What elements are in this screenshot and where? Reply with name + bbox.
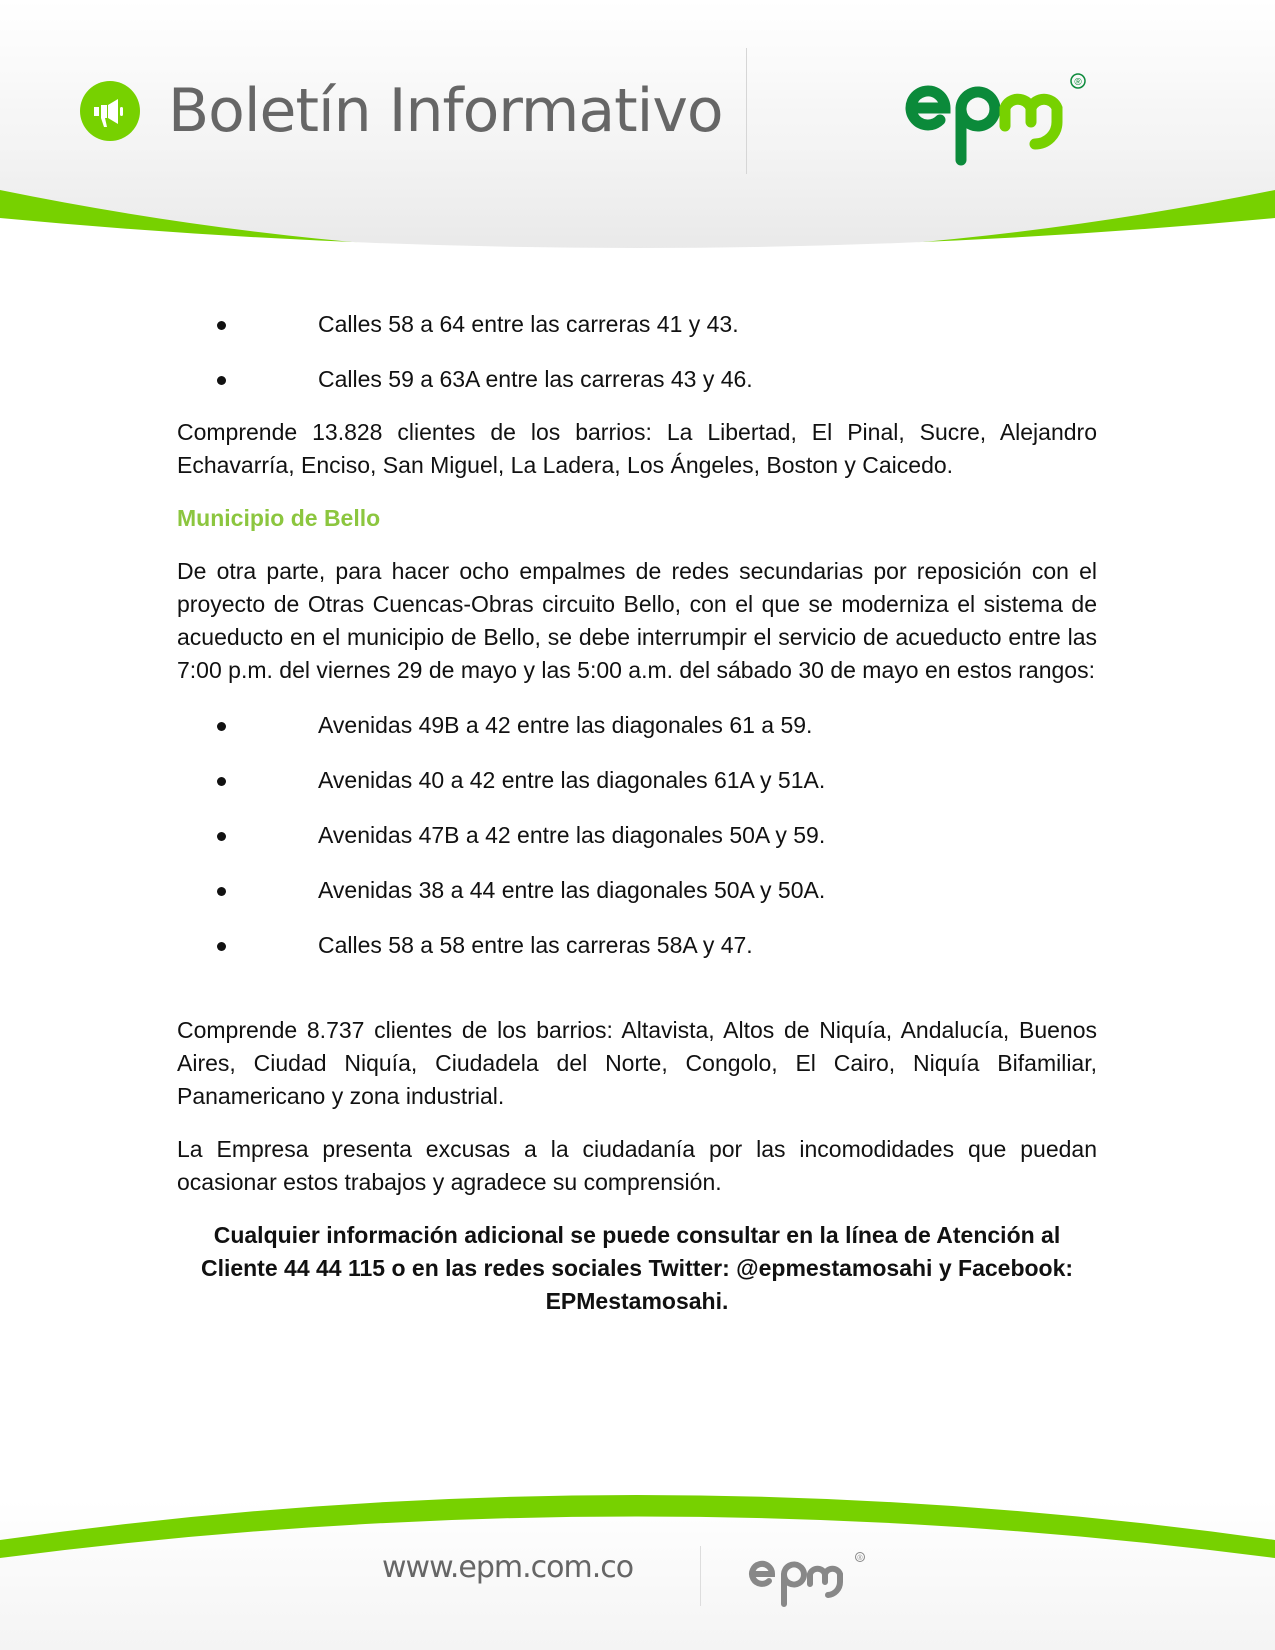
bullet-icon [217, 832, 226, 841]
page-header [0, 0, 1275, 260]
bullet-icon [217, 321, 226, 330]
list-item: Avenidas 49B a 42 entre las diagonales 61 a 59. [177, 709, 1097, 742]
bullet-list-bello [177, 709, 1097, 962]
list-item: Avenidas 47B a 42 entre las diagonales 50A y 59. [177, 819, 1097, 852]
bullet-icon [217, 777, 226, 786]
list-item: Calles 59 a 63A entre las carreras 43 y 46. [177, 363, 1097, 396]
page-title: Boletín Informativo [168, 76, 723, 146]
closing-contact-info: Cualquier información adicional se puede consultar en la línea de Atención al Cliente 44 44 115 o en las redes sociales Twitter: @epmestamosahi y Facebook: EPMestamosahi. [200, 1222, 1074, 1314]
epm-logo-footer [748, 1550, 878, 1610]
bullet-icon [217, 942, 226, 951]
registered-mark: ® [1074, 77, 1082, 88]
list-item: Avenidas 40 a 42 entre las diagonales 61A y 51A. [177, 764, 1097, 797]
megaphone-icon [80, 81, 140, 141]
bullet-list-top [177, 308, 1097, 396]
website-link[interactable]: www.epm.com.co [382, 1550, 634, 1585]
list-item: Calles 58 a 64 entre las carreras 41 y 43. [177, 308, 1097, 341]
bullet-icon [217, 887, 226, 896]
registered-mark: ® [857, 1555, 863, 1562]
header-green-swoosh [0, 170, 1275, 270]
list-item: Avenidas 38 a 44 entre las diagonales 50A y 50A. [177, 874, 1097, 907]
header-divider [746, 48, 747, 174]
section-heading: Municipio de Bello [177, 505, 381, 531]
paragraph-bello: De otra parte, para hacer ocho empalmes de redes secundarias por reposición con el proyecto de Otras Cuencas-Obras circuito Bello, con el que se moderniza el sistema de acueducto en el municipio de Bello, se debe interrumpir el servicio de acueducto entre las 7:00 p.m. del viernes 29 de mayo y las 5:00 a.m. del sábado 30 de mayo en estos rangos: [177, 558, 1097, 683]
footer-divider [700, 1546, 701, 1606]
paragraph-clients-2: Comprende 8.737 clientes de los barrios: Altavista, Altos de Niquía, Andalucía, Buenos Aires, Ciudad Niquía, Ciudadela del Norte, Congolo, El Cairo, Niquía Bifamiliar, Panamericano y zona industrial. [177, 1017, 1097, 1109]
list-item: Calles 58 a 58 entre las carreras 58A y 47. [177, 929, 1097, 962]
document-body [177, 308, 1097, 1318]
paragraph-clients-1: Comprende 13.828 clientes de los barrios: La Libertad, El Pinal, Sucre, Alejandro Echavarría, Enciso, San Miguel, La Ladera, Los Ángeles, Boston y Caicedo. [177, 419, 1097, 478]
epm-logo [905, 70, 1105, 170]
bullet-icon [217, 376, 226, 385]
bullet-icon [217, 722, 226, 731]
footer-green-swoosh [0, 1480, 1275, 1560]
paragraph-apology: La Empresa presenta excusas a la ciudadanía por las incomodidades que puedan ocasionar estos trabajos y agradece su comprensión. [177, 1136, 1097, 1195]
